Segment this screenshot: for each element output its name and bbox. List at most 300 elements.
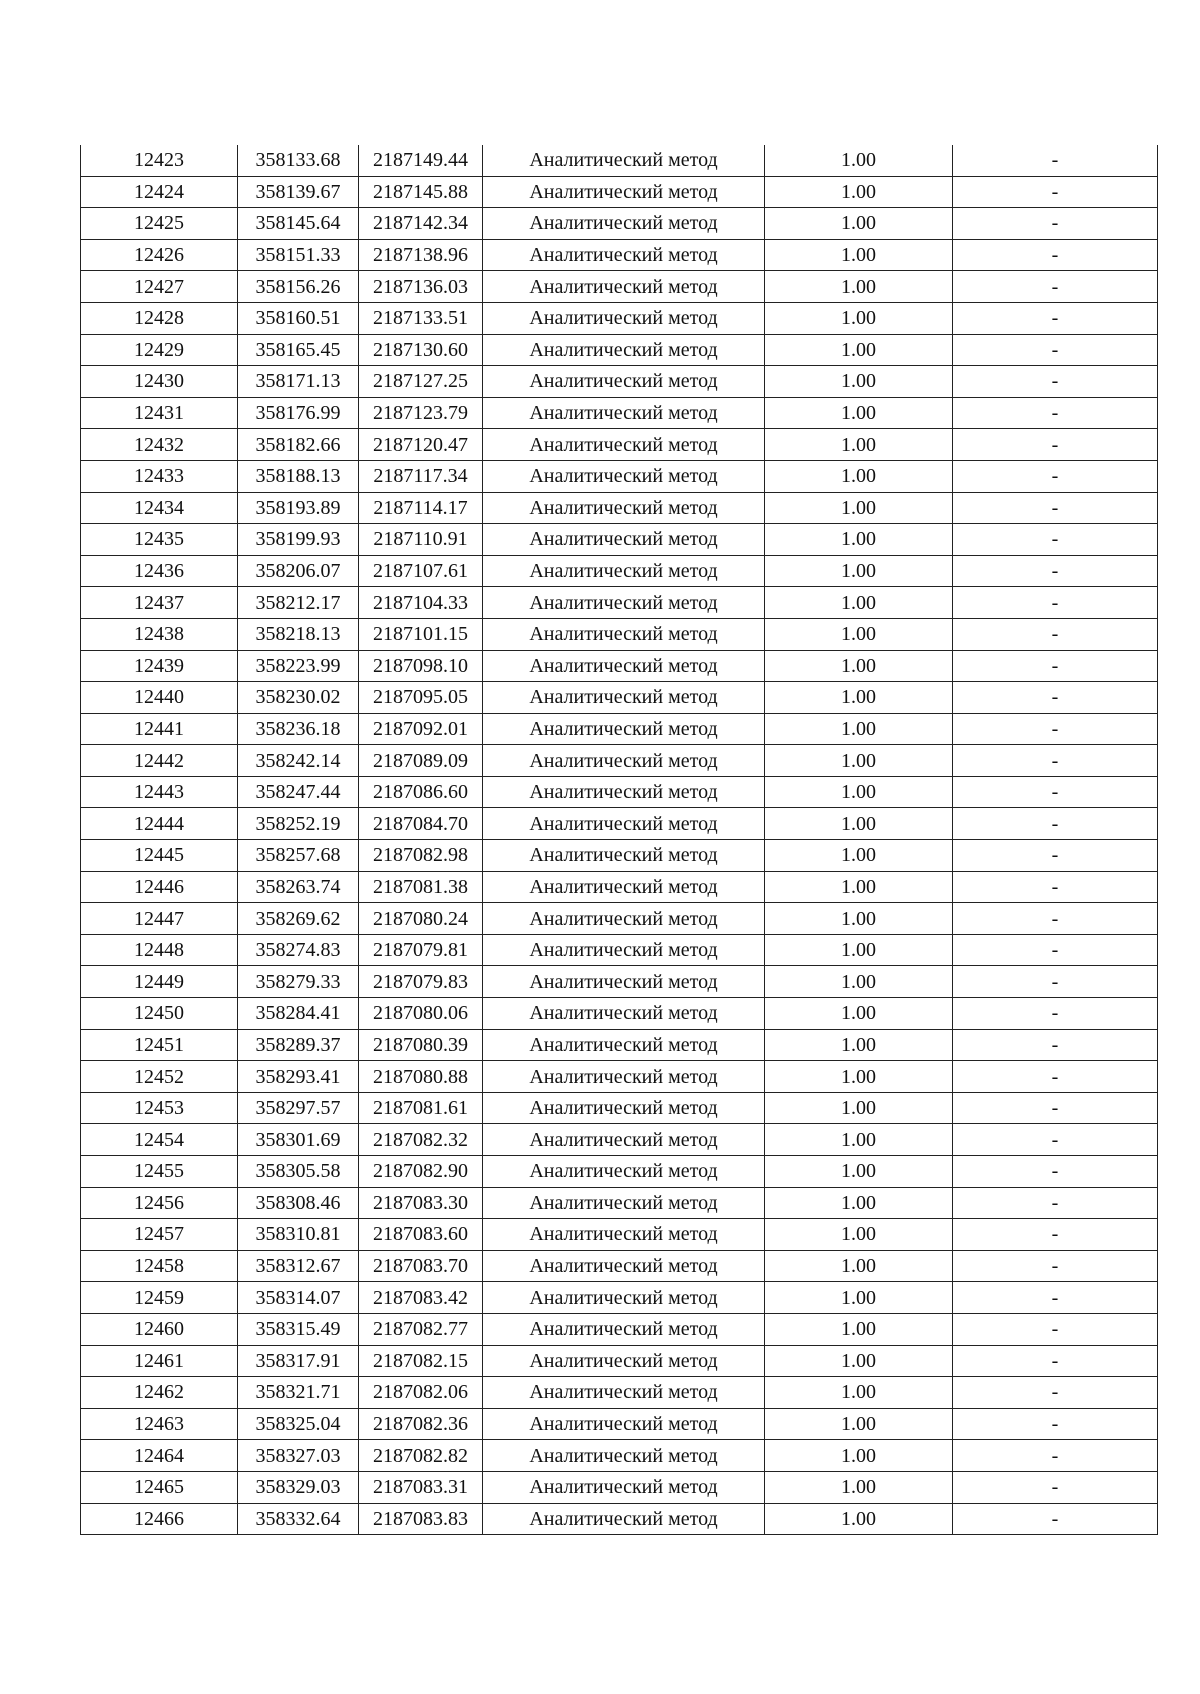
table-row xyxy=(81,713,1158,745)
table-row xyxy=(81,1313,1158,1345)
description-cell: - xyxy=(953,1061,1158,1093)
accuracy-cell: 1.00 xyxy=(765,1156,953,1188)
x-coordinate-cell: 358332.64 xyxy=(238,1503,359,1535)
x-coordinate-cell: 358188.13 xyxy=(238,460,359,492)
y-coordinate-cell: 2187079.81 xyxy=(359,934,483,966)
table-row xyxy=(81,1156,1158,1188)
accuracy-cell: 1.00 xyxy=(765,1250,953,1282)
accuracy-cell: 1.00 xyxy=(765,334,953,366)
y-coordinate-cell: 2187101.15 xyxy=(359,618,483,650)
point-number-cell: 12441 xyxy=(81,713,238,745)
y-coordinate-cell: 2187123.79 xyxy=(359,397,483,429)
y-coordinate-cell: 2187082.82 xyxy=(359,1440,483,1472)
x-coordinate-cell: 358321.71 xyxy=(238,1377,359,1409)
y-coordinate-cell: 2187138.96 xyxy=(359,239,483,271)
description-cell: - xyxy=(953,1187,1158,1219)
y-coordinate-cell: 2187133.51 xyxy=(359,302,483,334)
description-cell: - xyxy=(953,208,1158,240)
table-row xyxy=(81,745,1158,777)
description-cell: - xyxy=(953,366,1158,398)
method-cell: Аналитический метод xyxy=(483,1187,765,1219)
point-number-cell: 12461 xyxy=(81,1345,238,1377)
y-coordinate-cell: 2187083.30 xyxy=(359,1187,483,1219)
point-number-cell: 12424 xyxy=(81,176,238,208)
table-row xyxy=(81,429,1158,461)
x-coordinate-cell: 358199.93 xyxy=(238,524,359,556)
accuracy-cell: 1.00 xyxy=(765,1029,953,1061)
table-row xyxy=(81,998,1158,1030)
point-number-cell: 12436 xyxy=(81,555,238,587)
table-row xyxy=(81,366,1158,398)
y-coordinate-cell: 2187098.10 xyxy=(359,650,483,682)
x-coordinate-cell: 358193.89 xyxy=(238,492,359,524)
point-number-cell: 12464 xyxy=(81,1440,238,1472)
table-row xyxy=(81,1061,1158,1093)
point-number-cell: 12457 xyxy=(81,1219,238,1251)
x-coordinate-cell: 358160.51 xyxy=(238,302,359,334)
accuracy-cell: 1.00 xyxy=(765,239,953,271)
x-coordinate-cell: 358145.64 xyxy=(238,208,359,240)
method-cell: Аналитический метод xyxy=(483,650,765,682)
y-coordinate-cell: 2187080.24 xyxy=(359,903,483,935)
table-row xyxy=(81,1124,1158,1156)
accuracy-cell: 1.00 xyxy=(765,618,953,650)
description-cell: - xyxy=(953,1250,1158,1282)
point-number-cell: 12452 xyxy=(81,1061,238,1093)
method-cell: Аналитический метод xyxy=(483,776,765,808)
method-cell: Аналитический метод xyxy=(483,271,765,303)
table-row xyxy=(81,1471,1158,1503)
accuracy-cell: 1.00 xyxy=(765,1092,953,1124)
description-cell: - xyxy=(953,1124,1158,1156)
y-coordinate-cell: 2187080.88 xyxy=(359,1061,483,1093)
point-number-cell: 12447 xyxy=(81,903,238,935)
accuracy-cell: 1.00 xyxy=(765,302,953,334)
x-coordinate-cell: 358284.41 xyxy=(238,998,359,1030)
table-row xyxy=(81,808,1158,840)
accuracy-cell: 1.00 xyxy=(765,871,953,903)
accuracy-cell: 1.00 xyxy=(765,1471,953,1503)
accuracy-cell: 1.00 xyxy=(765,776,953,808)
point-number-cell: 12463 xyxy=(81,1408,238,1440)
point-number-cell: 12428 xyxy=(81,302,238,334)
description-cell: - xyxy=(953,1440,1158,1472)
point-number-cell: 12449 xyxy=(81,966,238,998)
method-cell: Аналитический метод xyxy=(483,145,765,176)
coordinates-table-body xyxy=(81,145,1158,1535)
table-row xyxy=(81,1440,1158,1472)
y-coordinate-cell: 2187083.31 xyxy=(359,1471,483,1503)
x-coordinate-cell: 358247.44 xyxy=(238,776,359,808)
method-cell: Аналитический метод xyxy=(483,555,765,587)
accuracy-cell: 1.00 xyxy=(765,966,953,998)
method-cell: Аналитический метод xyxy=(483,1408,765,1440)
x-coordinate-cell: 358230.02 xyxy=(238,682,359,714)
method-cell: Аналитический метод xyxy=(483,1377,765,1409)
method-cell: Аналитический метод xyxy=(483,745,765,777)
x-coordinate-cell: 358325.04 xyxy=(238,1408,359,1440)
y-coordinate-cell: 2187079.83 xyxy=(359,966,483,998)
table-row xyxy=(81,1092,1158,1124)
description-cell: - xyxy=(953,1471,1158,1503)
y-coordinate-cell: 2187082.98 xyxy=(359,840,483,872)
point-number-cell: 12437 xyxy=(81,587,238,619)
accuracy-cell: 1.00 xyxy=(765,1219,953,1251)
y-coordinate-cell: 2187083.83 xyxy=(359,1503,483,1535)
point-number-cell: 12431 xyxy=(81,397,238,429)
accuracy-cell: 1.00 xyxy=(765,555,953,587)
method-cell: Аналитический метод xyxy=(483,966,765,998)
method-cell: Аналитический метод xyxy=(483,1440,765,1472)
accuracy-cell: 1.00 xyxy=(765,808,953,840)
table-row xyxy=(81,208,1158,240)
method-cell: Аналитический метод xyxy=(483,1061,765,1093)
table-row xyxy=(81,934,1158,966)
y-coordinate-cell: 2187145.88 xyxy=(359,176,483,208)
method-cell: Аналитический метод xyxy=(483,176,765,208)
point-number-cell: 12445 xyxy=(81,840,238,872)
point-number-cell: 12462 xyxy=(81,1377,238,1409)
description-cell: - xyxy=(953,1313,1158,1345)
method-cell: Аналитический метод xyxy=(483,1345,765,1377)
accuracy-cell: 1.00 xyxy=(765,208,953,240)
y-coordinate-cell: 2187089.09 xyxy=(359,745,483,777)
table-row xyxy=(81,587,1158,619)
table-row xyxy=(81,682,1158,714)
point-number-cell: 12458 xyxy=(81,1250,238,1282)
x-coordinate-cell: 358289.37 xyxy=(238,1029,359,1061)
x-coordinate-cell: 358242.14 xyxy=(238,745,359,777)
y-coordinate-cell: 2187114.17 xyxy=(359,492,483,524)
x-coordinate-cell: 358156.26 xyxy=(238,271,359,303)
table-row xyxy=(81,776,1158,808)
point-number-cell: 12423 xyxy=(81,145,238,176)
point-number-cell: 12459 xyxy=(81,1282,238,1314)
y-coordinate-cell: 2187081.61 xyxy=(359,1092,483,1124)
method-cell: Аналитический метод xyxy=(483,1250,765,1282)
x-coordinate-cell: 358218.13 xyxy=(238,618,359,650)
description-cell: - xyxy=(953,871,1158,903)
y-coordinate-cell: 2187082.15 xyxy=(359,1345,483,1377)
x-coordinate-cell: 358133.68 xyxy=(238,145,359,176)
y-coordinate-cell: 2187082.77 xyxy=(359,1313,483,1345)
x-coordinate-cell: 358312.67 xyxy=(238,1250,359,1282)
method-cell: Аналитический метод xyxy=(483,840,765,872)
point-number-cell: 12450 xyxy=(81,998,238,1030)
x-coordinate-cell: 358297.57 xyxy=(238,1092,359,1124)
accuracy-cell: 1.00 xyxy=(765,366,953,398)
method-cell: Аналитический метод xyxy=(483,208,765,240)
y-coordinate-cell: 2187083.60 xyxy=(359,1219,483,1251)
x-coordinate-cell: 358315.49 xyxy=(238,1313,359,1345)
method-cell: Аналитический метод xyxy=(483,871,765,903)
accuracy-cell: 1.00 xyxy=(765,1124,953,1156)
x-coordinate-cell: 358329.03 xyxy=(238,1471,359,1503)
description-cell: - xyxy=(953,176,1158,208)
y-coordinate-cell: 2187130.60 xyxy=(359,334,483,366)
table-row xyxy=(81,966,1158,998)
table-row xyxy=(81,903,1158,935)
x-coordinate-cell: 358176.99 xyxy=(238,397,359,429)
table-row xyxy=(81,1282,1158,1314)
x-coordinate-cell: 358301.69 xyxy=(238,1124,359,1156)
point-number-cell: 12451 xyxy=(81,1029,238,1061)
table-row xyxy=(81,302,1158,334)
point-number-cell: 12438 xyxy=(81,618,238,650)
method-cell: Аналитический метод xyxy=(483,1124,765,1156)
description-cell: - xyxy=(953,934,1158,966)
description-cell: - xyxy=(953,492,1158,524)
method-cell: Аналитический метод xyxy=(483,618,765,650)
method-cell: Аналитический метод xyxy=(483,397,765,429)
x-coordinate-cell: 358206.07 xyxy=(238,555,359,587)
accuracy-cell: 1.00 xyxy=(765,650,953,682)
accuracy-cell: 1.00 xyxy=(765,176,953,208)
table-row xyxy=(81,145,1158,176)
method-cell: Аналитический метод xyxy=(483,934,765,966)
table-row xyxy=(81,1250,1158,1282)
description-cell: - xyxy=(953,966,1158,998)
description-cell: - xyxy=(953,808,1158,840)
x-coordinate-cell: 358236.18 xyxy=(238,713,359,745)
description-cell: - xyxy=(953,745,1158,777)
method-cell: Аналитический метод xyxy=(483,1282,765,1314)
method-cell: Аналитический метод xyxy=(483,998,765,1030)
description-cell: - xyxy=(953,776,1158,808)
method-cell: Аналитический метод xyxy=(483,808,765,840)
accuracy-cell: 1.00 xyxy=(765,524,953,556)
description-cell: - xyxy=(953,1345,1158,1377)
x-coordinate-cell: 358327.03 xyxy=(238,1440,359,1472)
point-number-cell: 12448 xyxy=(81,934,238,966)
point-number-cell: 12454 xyxy=(81,1124,238,1156)
description-cell: - xyxy=(953,587,1158,619)
description-cell: - xyxy=(953,1408,1158,1440)
method-cell: Аналитический метод xyxy=(483,492,765,524)
x-coordinate-cell: 358269.62 xyxy=(238,903,359,935)
method-cell: Аналитический метод xyxy=(483,1029,765,1061)
description-cell: - xyxy=(953,429,1158,461)
description-cell: - xyxy=(953,1029,1158,1061)
x-coordinate-cell: 358314.07 xyxy=(238,1282,359,1314)
y-coordinate-cell: 2187120.47 xyxy=(359,429,483,461)
method-cell: Аналитический метод xyxy=(483,1471,765,1503)
accuracy-cell: 1.00 xyxy=(765,1061,953,1093)
accuracy-cell: 1.00 xyxy=(765,713,953,745)
accuracy-cell: 1.00 xyxy=(765,1377,953,1409)
accuracy-cell: 1.00 xyxy=(765,903,953,935)
table-row xyxy=(81,1408,1158,1440)
description-cell: - xyxy=(953,903,1158,935)
description-cell: - xyxy=(953,1377,1158,1409)
table-row xyxy=(81,239,1158,271)
table-row xyxy=(81,271,1158,303)
method-cell: Аналитический метод xyxy=(483,302,765,334)
y-coordinate-cell: 2187080.39 xyxy=(359,1029,483,1061)
y-coordinate-cell: 2187082.90 xyxy=(359,1156,483,1188)
description-cell: - xyxy=(953,524,1158,556)
point-number-cell: 12453 xyxy=(81,1092,238,1124)
accuracy-cell: 1.00 xyxy=(765,429,953,461)
x-coordinate-cell: 358151.33 xyxy=(238,239,359,271)
point-number-cell: 12444 xyxy=(81,808,238,840)
method-cell: Аналитический метод xyxy=(483,1156,765,1188)
table-row xyxy=(81,555,1158,587)
accuracy-cell: 1.00 xyxy=(765,1345,953,1377)
y-coordinate-cell: 2187136.03 xyxy=(359,271,483,303)
coordinates-table xyxy=(80,145,1158,1535)
description-cell: - xyxy=(953,555,1158,587)
method-cell: Аналитический метод xyxy=(483,334,765,366)
accuracy-cell: 1.00 xyxy=(765,1313,953,1345)
description-cell: - xyxy=(953,271,1158,303)
y-coordinate-cell: 2187107.61 xyxy=(359,555,483,587)
table-row xyxy=(81,840,1158,872)
point-number-cell: 12435 xyxy=(81,524,238,556)
y-coordinate-cell: 2187082.36 xyxy=(359,1408,483,1440)
point-number-cell: 12440 xyxy=(81,682,238,714)
point-number-cell: 12425 xyxy=(81,208,238,240)
method-cell: Аналитический метод xyxy=(483,1313,765,1345)
point-number-cell: 12430 xyxy=(81,366,238,398)
table-row xyxy=(81,618,1158,650)
accuracy-cell: 1.00 xyxy=(765,682,953,714)
description-cell: - xyxy=(953,397,1158,429)
description-cell: - xyxy=(953,1282,1158,1314)
x-coordinate-cell: 358165.45 xyxy=(238,334,359,366)
x-coordinate-cell: 358263.74 xyxy=(238,871,359,903)
y-coordinate-cell: 2187110.91 xyxy=(359,524,483,556)
y-coordinate-cell: 2187095.05 xyxy=(359,682,483,714)
accuracy-cell: 1.00 xyxy=(765,1282,953,1314)
description-cell: - xyxy=(953,460,1158,492)
table-row xyxy=(81,650,1158,682)
y-coordinate-cell: 2187092.01 xyxy=(359,713,483,745)
table-row xyxy=(81,460,1158,492)
point-number-cell: 12456 xyxy=(81,1187,238,1219)
method-cell: Аналитический метод xyxy=(483,903,765,935)
point-number-cell: 12442 xyxy=(81,745,238,777)
x-coordinate-cell: 358317.91 xyxy=(238,1345,359,1377)
x-coordinate-cell: 358171.13 xyxy=(238,366,359,398)
description-cell: - xyxy=(953,145,1158,176)
point-number-cell: 12426 xyxy=(81,239,238,271)
x-coordinate-cell: 358310.81 xyxy=(238,1219,359,1251)
point-number-cell: 12446 xyxy=(81,871,238,903)
accuracy-cell: 1.00 xyxy=(765,998,953,1030)
y-coordinate-cell: 2187081.38 xyxy=(359,871,483,903)
description-cell: - xyxy=(953,998,1158,1030)
x-coordinate-cell: 358305.58 xyxy=(238,1156,359,1188)
accuracy-cell: 1.00 xyxy=(765,1408,953,1440)
method-cell: Аналитический метод xyxy=(483,524,765,556)
y-coordinate-cell: 2187127.25 xyxy=(359,366,483,398)
x-coordinate-cell: 358212.17 xyxy=(238,587,359,619)
y-coordinate-cell: 2187083.42 xyxy=(359,1282,483,1314)
description-cell: - xyxy=(953,1219,1158,1251)
description-cell: - xyxy=(953,1092,1158,1124)
table-row xyxy=(81,397,1158,429)
accuracy-cell: 1.00 xyxy=(765,840,953,872)
description-cell: - xyxy=(953,713,1158,745)
description-cell: - xyxy=(953,618,1158,650)
description-cell: - xyxy=(953,682,1158,714)
accuracy-cell: 1.00 xyxy=(765,271,953,303)
point-number-cell: 12455 xyxy=(81,1156,238,1188)
method-cell: Аналитический метод xyxy=(483,587,765,619)
accuracy-cell: 1.00 xyxy=(765,1187,953,1219)
table-row xyxy=(81,1219,1158,1251)
point-number-cell: 12433 xyxy=(81,460,238,492)
accuracy-cell: 1.00 xyxy=(765,587,953,619)
y-coordinate-cell: 2187080.06 xyxy=(359,998,483,1030)
method-cell: Аналитический метод xyxy=(483,1219,765,1251)
table-row xyxy=(81,1345,1158,1377)
accuracy-cell: 1.00 xyxy=(765,1440,953,1472)
point-number-cell: 12432 xyxy=(81,429,238,461)
description-cell: - xyxy=(953,840,1158,872)
table-row xyxy=(81,1029,1158,1061)
accuracy-cell: 1.00 xyxy=(765,1503,953,1535)
accuracy-cell: 1.00 xyxy=(765,145,953,176)
accuracy-cell: 1.00 xyxy=(765,934,953,966)
x-coordinate-cell: 358274.83 xyxy=(238,934,359,966)
y-coordinate-cell: 2187086.60 xyxy=(359,776,483,808)
method-cell: Аналитический метод xyxy=(483,239,765,271)
accuracy-cell: 1.00 xyxy=(765,492,953,524)
accuracy-cell: 1.00 xyxy=(765,397,953,429)
x-coordinate-cell: 358223.99 xyxy=(238,650,359,682)
description-cell: - xyxy=(953,650,1158,682)
point-number-cell: 12465 xyxy=(81,1471,238,1503)
table-row xyxy=(81,334,1158,366)
method-cell: Аналитический метод xyxy=(483,682,765,714)
y-coordinate-cell: 2187082.32 xyxy=(359,1124,483,1156)
table-row xyxy=(81,1377,1158,1409)
x-coordinate-cell: 358293.41 xyxy=(238,1061,359,1093)
method-cell: Аналитический метод xyxy=(483,1503,765,1535)
y-coordinate-cell: 2187117.34 xyxy=(359,460,483,492)
accuracy-cell: 1.00 xyxy=(765,745,953,777)
method-cell: Аналитический метод xyxy=(483,713,765,745)
method-cell: Аналитический метод xyxy=(483,366,765,398)
y-coordinate-cell: 2187142.34 xyxy=(359,208,483,240)
method-cell: Аналитический метод xyxy=(483,429,765,461)
point-number-cell: 12466 xyxy=(81,1503,238,1535)
accuracy-cell: 1.00 xyxy=(765,460,953,492)
y-coordinate-cell: 2187084.70 xyxy=(359,808,483,840)
table-row xyxy=(81,524,1158,556)
description-cell: - xyxy=(953,334,1158,366)
x-coordinate-cell: 358279.33 xyxy=(238,966,359,998)
table-row xyxy=(81,1187,1158,1219)
description-cell: - xyxy=(953,1156,1158,1188)
x-coordinate-cell: 358182.66 xyxy=(238,429,359,461)
x-coordinate-cell: 358257.68 xyxy=(238,840,359,872)
point-number-cell: 12439 xyxy=(81,650,238,682)
description-cell: - xyxy=(953,239,1158,271)
x-coordinate-cell: 358252.19 xyxy=(238,808,359,840)
description-cell: - xyxy=(953,302,1158,334)
y-coordinate-cell: 2187149.44 xyxy=(359,145,483,176)
table-row xyxy=(81,871,1158,903)
method-cell: Аналитический метод xyxy=(483,460,765,492)
point-number-cell: 12443 xyxy=(81,776,238,808)
table-row xyxy=(81,1503,1158,1535)
table-row xyxy=(81,492,1158,524)
y-coordinate-cell: 2187104.33 xyxy=(359,587,483,619)
description-cell: - xyxy=(953,1503,1158,1535)
